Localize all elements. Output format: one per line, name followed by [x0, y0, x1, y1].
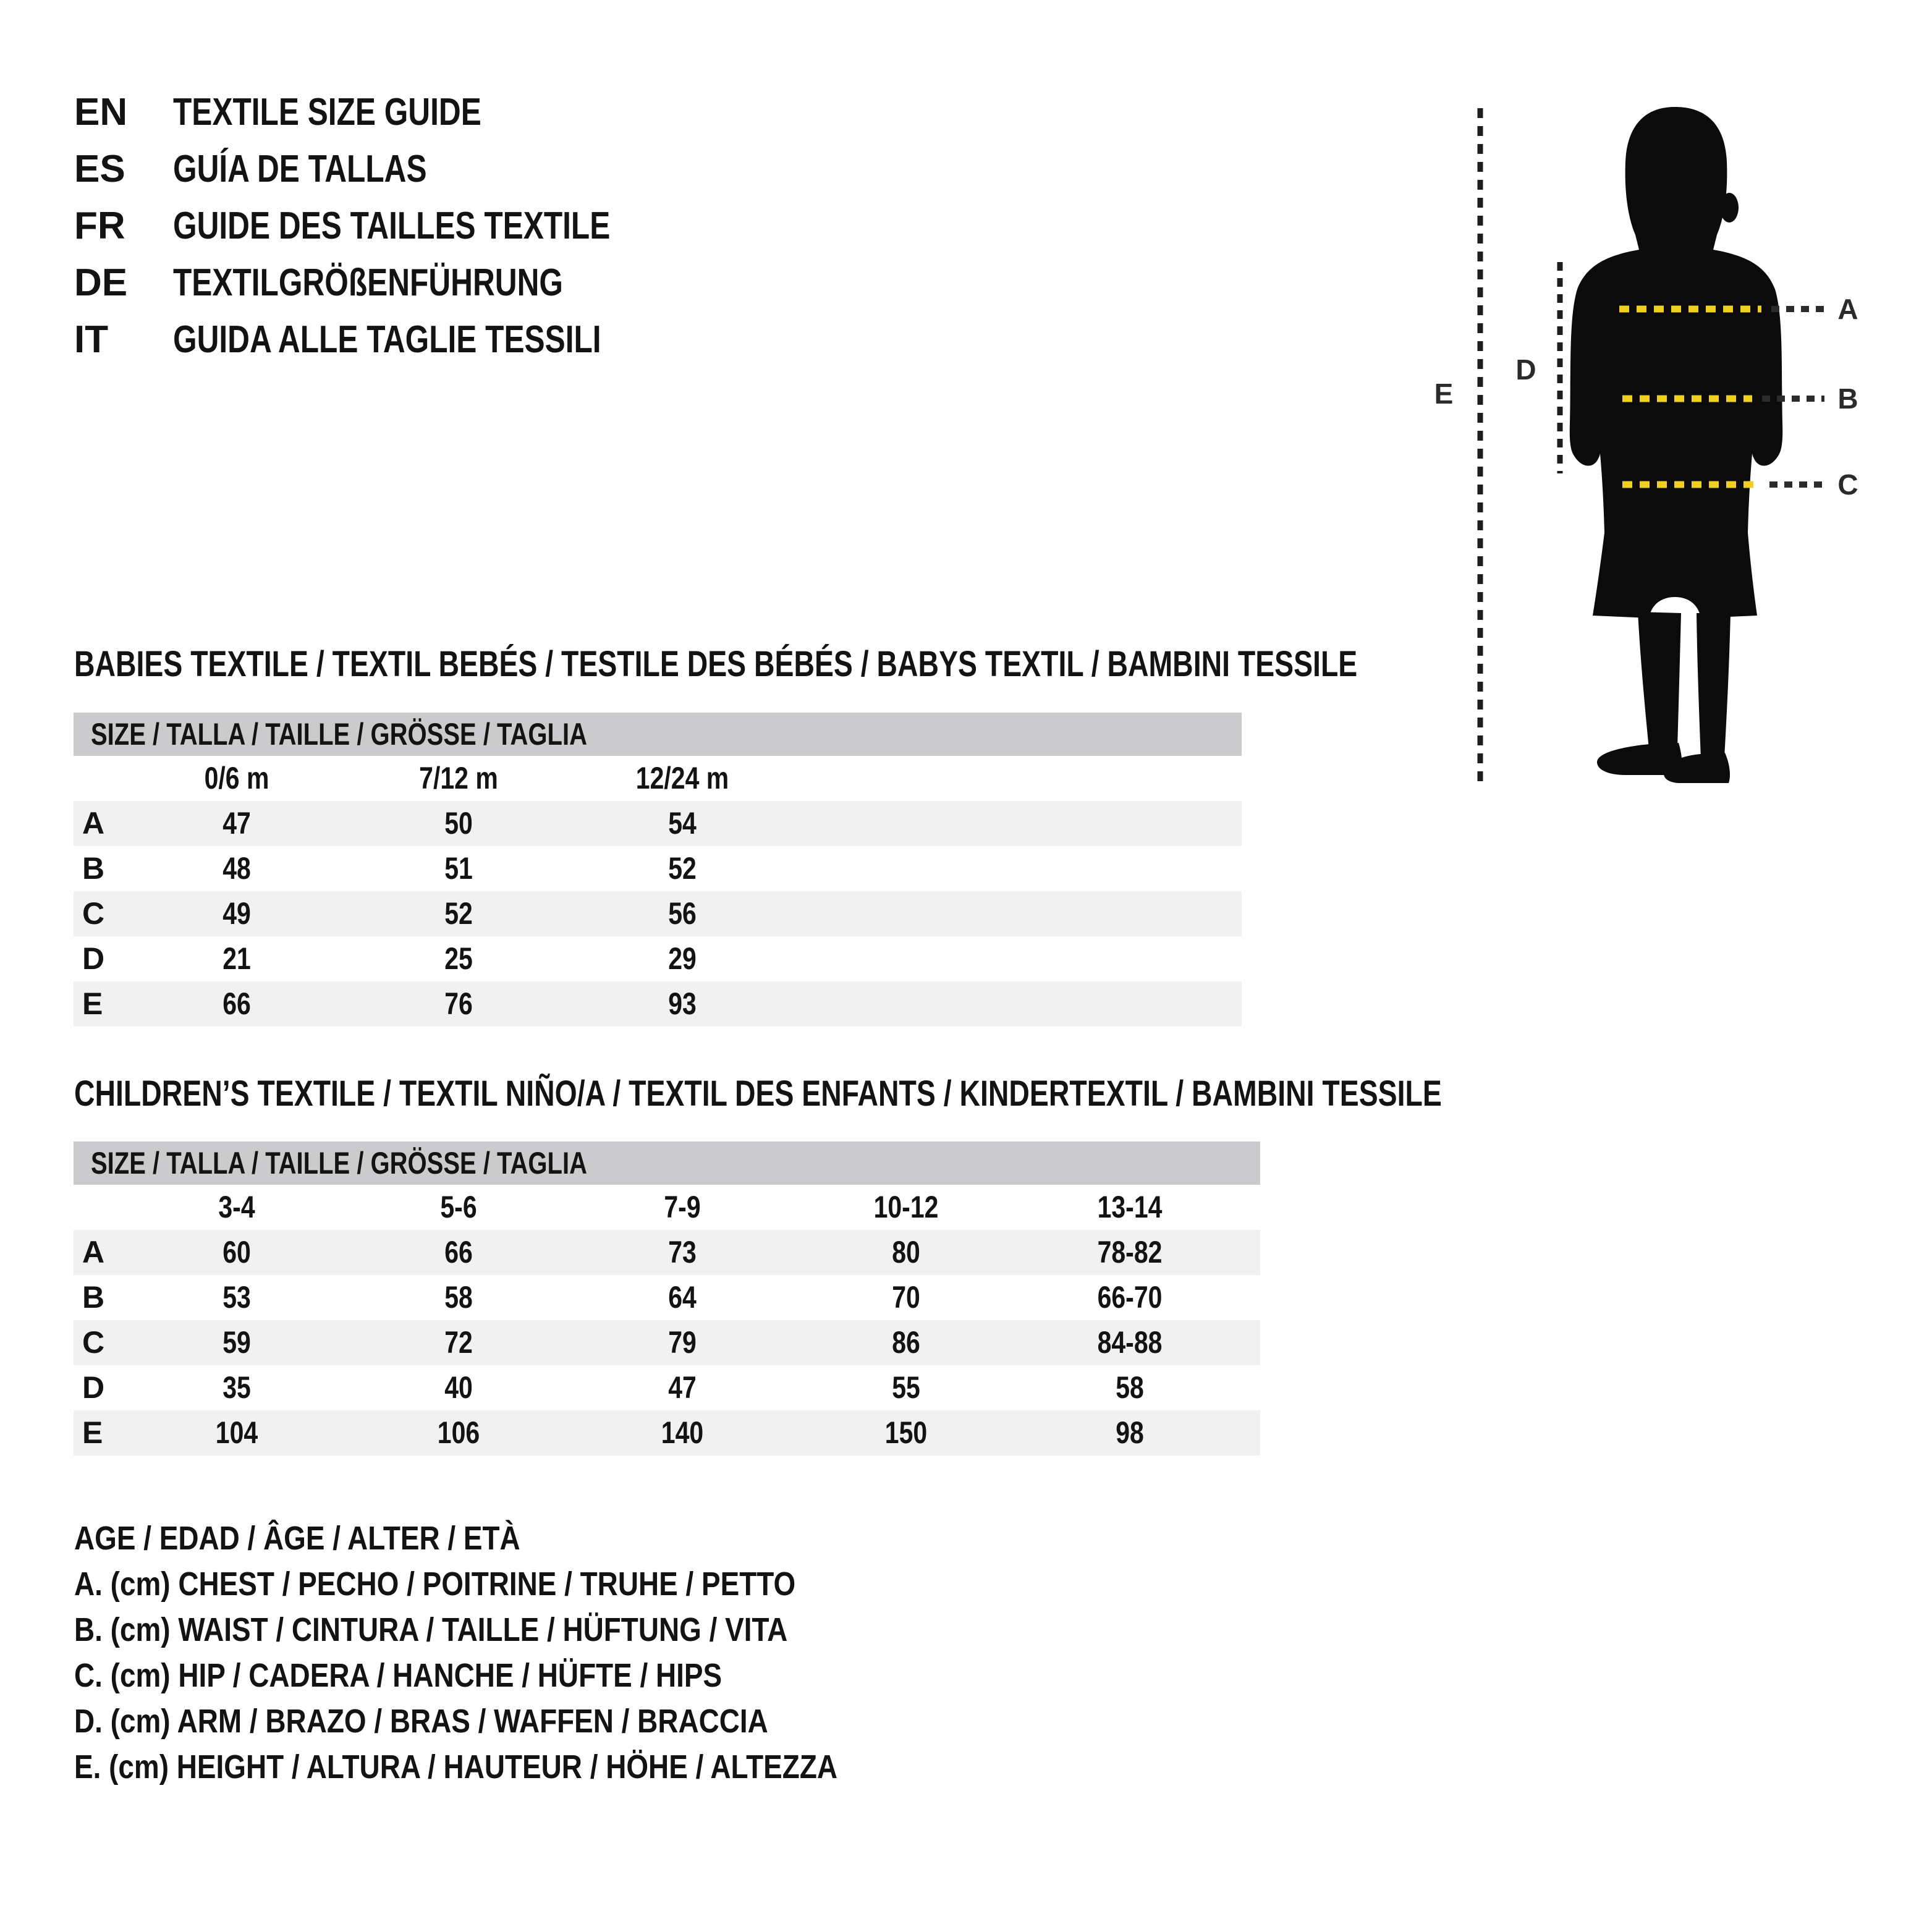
column-header: 10-12 [873, 1190, 939, 1224]
cell-value: 66 [222, 986, 251, 1021]
table-row [74, 1365, 1260, 1410]
cell-value: 66 [444, 1235, 473, 1269]
guide-title: GUIDE DES TAILLES TEXTILE [173, 205, 611, 247]
legend-row-arm: D. (cm) ARM / BRAZO / BRAS / WAFFEN / BRACCIA [74, 1703, 768, 1740]
cell-value: 55 [892, 1370, 920, 1405]
cell-value: 35 [222, 1370, 251, 1405]
table-row [74, 1230, 1260, 1275]
legend-row-chest: A. (cm) CHEST / PECHO / POITRINE / TRUHE / PETTO [74, 1566, 796, 1603]
table-row [74, 891, 1242, 936]
table-row [74, 981, 1242, 1027]
chest-label: A [1837, 293, 1858, 325]
lang-code: EN [74, 91, 128, 133]
cell-value: 56 [668, 896, 697, 931]
cell-value: 140 [661, 1415, 704, 1450]
row-label: E [82, 1415, 103, 1450]
cell-value: 29 [668, 941, 697, 976]
table-row [74, 1275, 1260, 1320]
column-header: 7/12 m [419, 761, 498, 795]
cell-value: 98 [1116, 1415, 1144, 1450]
measurement-legend [74, 1515, 972, 1790]
table-row [74, 846, 1242, 891]
cell-value: 106 [437, 1415, 480, 1450]
lang-code: FR [74, 205, 125, 247]
cell-value: 47 [222, 806, 251, 841]
cell-value: 52 [668, 851, 697, 886]
cell-value: 58 [444, 1280, 473, 1315]
cell-value: 49 [222, 896, 251, 931]
children-column-headers [74, 1185, 1260, 1230]
babies-section-title: BABIES TEXTILE / TEXTIL BEBÉS / TESTILE DES BÉBÉS / BABYS TEXTIL / BAMBINI TESSILE [74, 644, 1358, 684]
row-label: B [82, 851, 105, 886]
lang-code: IT [74, 318, 109, 361]
babies-column-headers [74, 756, 1242, 801]
cell-value: 58 [1116, 1370, 1144, 1405]
cell-value: 50 [444, 806, 473, 841]
legend-row-waist: B. (cm) WAIST / CINTURA / TAILLE / HÜFTUNG / VITA [74, 1611, 788, 1648]
cell-value: 48 [222, 851, 251, 886]
column-header: 7-9 [664, 1190, 701, 1224]
cell-value: 73 [668, 1235, 697, 1269]
children-section-title: CHILDREN’S TEXTILE / TEXTIL NIÑO/A / TEXTIL DES ENFANTS / KINDERTEXTIL / BAMBINI TESSILE [74, 1074, 1442, 1114]
row-label: A [82, 806, 105, 841]
waist-label: B [1837, 383, 1858, 415]
height-label: E [1434, 378, 1454, 410]
measurement-figure [1415, 87, 1932, 810]
legend-row-hip: C. (cm) HIP / CADERA / HANCHE / HÜFTE / HIPS [74, 1657, 722, 1694]
guide-title: GUÍA DE TALLAS [173, 148, 427, 190]
column-header: 3-4 [218, 1190, 255, 1224]
row-label: D [82, 1370, 105, 1405]
table-row [74, 1320, 1260, 1365]
cell-value: 76 [444, 986, 473, 1021]
column-header: 5-6 [440, 1190, 477, 1224]
row-label: E [82, 986, 103, 1021]
cell-value: 66-70 [1097, 1280, 1163, 1315]
cell-value: 60 [222, 1235, 251, 1269]
cell-value: 53 [222, 1280, 251, 1315]
cell-value: 64 [668, 1280, 697, 1315]
cell-value: 86 [892, 1325, 920, 1360]
row-label: B [82, 1280, 105, 1315]
column-header: 0/6 m [204, 761, 269, 795]
cell-value: 104 [215, 1415, 258, 1450]
table-row [74, 1410, 1260, 1455]
cell-value: 52 [444, 896, 473, 931]
cell-value: 40 [444, 1370, 473, 1405]
size-header-bar: SIZE / TALLA / TAILLE / GRÖSSE / TAGLIA [74, 1142, 1260, 1185]
legend-row-age: AGE / EDAD / ÂGE / ALTER / ETÀ [74, 1520, 520, 1557]
cell-value: 79 [668, 1325, 697, 1360]
cell-value: 21 [222, 941, 251, 976]
lang-code: ES [74, 148, 125, 190]
row-label: C [82, 896, 105, 931]
row-label: C [82, 1325, 105, 1360]
children-size-table [74, 1142, 1260, 1455]
cell-value: 59 [222, 1325, 251, 1360]
legend-row-height: E. (cm) HEIGHT / ALTURA / HAUTEUR / HÖHE / ALTEZZA [74, 1748, 838, 1786]
lang-code: DE [74, 261, 128, 304]
guide-title: GUIDA ALLE TAGLIE TESSILI [173, 318, 601, 361]
cell-value: 47 [668, 1370, 697, 1405]
column-header: 12/24 m [635, 761, 729, 795]
guide-title: TEXTILGRÖßENFÜHRUNG [173, 261, 563, 304]
row-label: A [82, 1235, 105, 1269]
column-header: 13-14 [1097, 1190, 1163, 1224]
guide-title: TEXTILE SIZE GUIDE [173, 91, 481, 133]
ear [1720, 193, 1739, 222]
cell-value: 80 [892, 1235, 920, 1269]
cell-value: 84-88 [1097, 1325, 1163, 1360]
cell-value: 93 [668, 986, 697, 1021]
cell-value: 54 [668, 806, 697, 841]
cell-value: 78-82 [1097, 1235, 1163, 1269]
arm-label: D [1515, 354, 1536, 386]
cell-value: 70 [892, 1280, 920, 1315]
babies-size-table [74, 713, 1242, 1027]
cell-value: 150 [884, 1415, 928, 1450]
cell-value: 51 [444, 851, 473, 886]
table-row [74, 801, 1242, 846]
size-header-bar: SIZE / TALLA / TAILLE / GRÖSSE / TAGLIA [74, 713, 1242, 756]
cell-value: 25 [444, 941, 473, 976]
table-row [74, 936, 1242, 981]
hip-label: C [1837, 468, 1858, 501]
row-label: D [82, 941, 105, 976]
cell-value: 72 [444, 1325, 473, 1360]
